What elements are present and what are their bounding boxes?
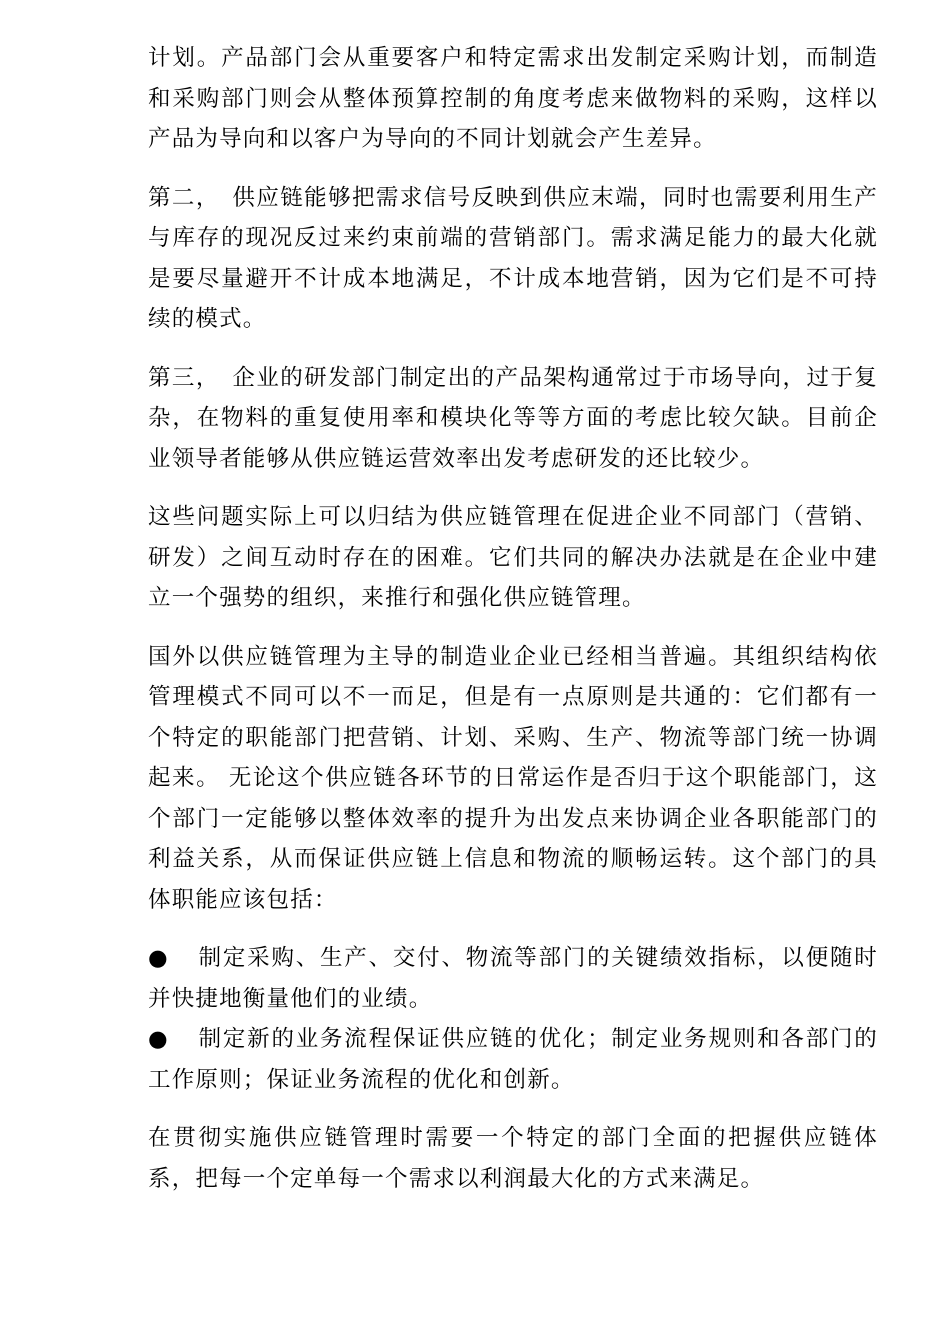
bullet-text: 制定新的业务流程保证供应链的优化；制定业务规则和各部门的工作原则；保证业务流程的优化和创新。 [148,1026,878,1093]
bullet-text: 制定采购、生产、交付、物流等部门的关键绩效指标，以便随时并快捷地衡量他们的业绩。 [148,945,878,1012]
paragraph-3: 第三， 企业的研发部门制定出的产品架构通常过于市场导向，过于复杂，在物料的重复使用率和模块化等等方面的考虑比较欠缺。目前企业领导者能够从供应链运营效率出发考虑研发的还比较少。 [148,364,878,472]
list-item [148,938,878,1019]
paragraph-4: 这些问题实际上可以归结为供应链管理在促进企业不同部门（营销、研发）之间互动时存在的困难。它们共同的解决办法就是在企业中建立一个强势的组织，来推行和强化供应链管理。 [148,504,878,611]
bullet-icon: ● [148,1026,169,1052]
paragraph-5: 国外以供应链管理为主导的制造业企业已经相当普遍。其组织结构依管理模式不同可以不一而足，但是有一点原则是共通的：它们都有一个特定的职能部门把营销、计划、采购、生产、物流等部门统一协调起来。 无论这个供应链各环节的日常运作是否归于这个职能部门，这个部门一定能够以整体效率的提升为出发点来协调企业各职能部门的利益关系，从而保证供应链上信息和物流的顺畅运转。这个部门的具体职能应该包括： [148,643,878,913]
document-body [148,38,878,1217]
paragraph-2: 第二， 供应链能够把需求信号反映到供应末端，同时也需要利用生产与库存的现况反过来约束前端的营销部门。需求满足能力的最大化就是要尽量避开不计成本地满足，不计成本地营销，因为它们是不可持续的模式。 [148,184,878,332]
paragraph-1: 计划。产品部门会从重要客户和特定需求出发制定采购计划，而制造和采购部门则会从整体预算控制的角度考虑来做物料的采购，这样以产品为导向和以客户为导向的不同计划就会产生差异。 [148,45,878,152]
list-item [148,1019,878,1100]
bullet-list [148,938,878,1100]
bullet-icon: ● [148,945,169,971]
closing-paragraph: 在贯彻实施供应链管理时需要一个特定的部门全面的把握供应链体系，把每一个定单每一个需求以利润最大化的方式来满足。 [148,1125,878,1192]
